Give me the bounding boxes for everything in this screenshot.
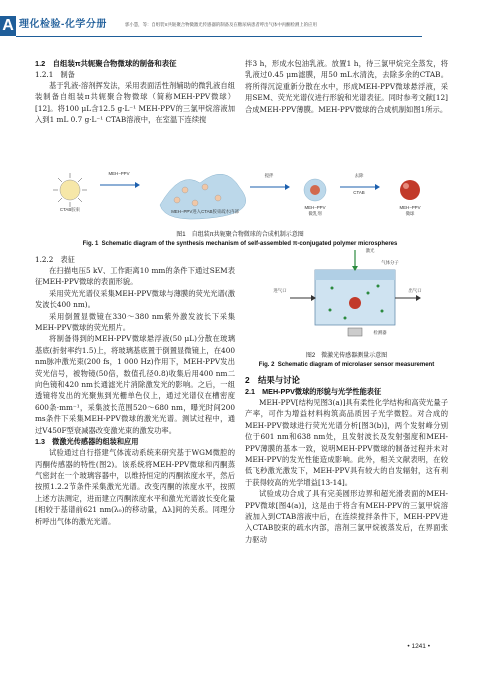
label-ctab-top: CTAB — [353, 190, 365, 195]
label-detector: 检测器 — [373, 330, 387, 335]
figure-2-caption-en — [245, 361, 448, 370]
section-1-2-2-heading: 1.2.2 表征 — [35, 255, 75, 264]
figure-1-caption-cn: 图1 自组装π共轭聚合物微球的合成机制示意图 — [176, 232, 304, 238]
section-1-3-heading: 1.3 微激光传感器的组装和应用 — [35, 437, 139, 447]
paragraph-char-3: 采用倒置显微镜在330～380 nm紫外激发波长下采集MEH-PPV微球的荧光照片。 — [35, 311, 235, 333]
label-outlet: 出气口 — [408, 288, 422, 293]
paragraph-results: MEH-PPV[结构见图3(a)]具有柔性化学结构和高荧光量子产率，可作为增益材料构筑高品质因子光学微腔。对合成的MEH-PPV微球进行荧光光谱分析[图3(b)]，两个发射峰分别位于601 nm和638 nm处，且发射波长及发射强度和MEH-PPV薄膜的基本一致，说明MEH-PPV微球的制备过程并未对MEH-PPV的发光性能造成影响。此外，相关文献表明，在较低飞秒激光激发下，MEH-PPV具有较大的自发辐射，这有利于获得较高的光学增益[13-14]。 — [245, 398, 448, 487]
figure-2-caption-en-text: Schematic diagram of microlaser sensor measurement — [277, 362, 435, 368]
section-1-2-heading: 1.2 自组装π共轭聚合物微球的制备和表征 — [35, 59, 177, 68]
label-microemulsion-1: MEH−PPV — [304, 205, 326, 210]
label-remove: 去除 — [354, 173, 364, 178]
paragraph-preparation: 基于乳液-溶剂挥发法，采用表面活性剂辅助的微乳液自组装制备自组装π共轭聚合物微球（简称MEH-PPV微球）[12]。将100 μL含12.5 g·L⁻¹ MEH-PPV的三氯甲烷溶液加入到1 mL 0.7 g·L⁻¹ CTAB溶液中，在室温下连续搅 — [35, 81, 235, 125]
paragraph-char-2: 采用荧光光谱仪采集MEH-PPV微球与薄膜的荧光光谱(激发波长400 nm)。 — [35, 288, 235, 310]
label-sphere-1: MEH−PPV — [399, 205, 421, 210]
left-column-bottom — [35, 254, 235, 527]
figure-1-diagram — [40, 165, 445, 230]
paragraph-char-4: 将制备得到的MEH-PPV微球悬浮液(50 μL)分散在玻璃基底(折射率约1.5)上，将玻璃基底置于倒置显微镜上，在400 nm脉冲激光束(200 fs，1 000 Hz)作用下，MEH-PPV发出荧光信号，被物镜(50倍，数值孔径0.8)收集后用400 nm二向色镜和420 nm长通滤光片消除激发光的影响。之后，一组透镜将发出的光聚焦到光栅单色仪上，通过光谱仪在槽密度600条·mm⁻¹，采集波长范围520～680 nm，曝光时间200 ms条件下采集MEH-PPV微球的激光光谱。测试过程中，通过V450F型衰减器改变激光束的激发功率。 — [35, 334, 235, 435]
label-inlet: 进气口 — [273, 288, 287, 293]
label-laser: 激光 — [365, 248, 375, 253]
section-2-1-heading: 2.1 MEH-PPV微球的形貌与光学性能表征 — [245, 387, 382, 396]
figure-1-caption — [40, 231, 440, 249]
ctab-micelle-graphic — [53, 173, 87, 207]
microsphere-graphic — [400, 180, 420, 200]
figure-2-caption — [245, 352, 448, 370]
figure-2 — [260, 248, 435, 348]
paragraph-char-1: 在扫描电压5 kV、工作距离10 mm的条件下通过SEM表征MEH-PPV微球的表面形貌。 — [35, 266, 235, 287]
label-microemulsion-2: 微乳剂 — [308, 211, 322, 216]
journal-logo: A — [0, 16, 16, 36]
left-column-top — [35, 58, 235, 126]
paragraph-sem: 试验成功合成了具有完美圆形边界和超光滑表面的MEH-PPV微球[图4(a)]，这是由于将含有MEH-PPV的三氯甲烷溶液加入到CTAB溶液中后，在连续搅拌条件下，MEH-PPV进入CTAB胶束的疏水内部，溶剂三氯甲烷被蒸发后，在界面张力驱动 — [245, 489, 448, 544]
section-2-heading: 2 结果与讨论 — [245, 375, 300, 385]
label-meh-ppv: MEH−PPV — [108, 171, 130, 176]
figure-1-caption-en-text: Schematic diagram of the synthesis mechanism of self-assembled π-conjugated polymer microspheres — [101, 241, 398, 247]
figure-1-caption-en-label: Fig. 1 — [82, 241, 99, 247]
section-1-2-1-heading: 1.2.1 制备 — [35, 70, 75, 79]
figure-2-caption-en-label: Fig. 2 — [258, 362, 275, 368]
page-header — [0, 0, 480, 50]
paragraph-assembly: 试验通过自行搭建气体流动系统来研究基于WGM微腔的丙酮传感器的特性(图2)。该系统将MEH-PPV微球和丙酮蒸气密封在一个玻璃容器中，以维持恒定的丙酮浓度水平，然后按照1.2.2节条件采集激光光谱。改变丙酮的浓度水平，按照上述方法测定，进而建立丙酮浓度水平和激光光谱波长变化量[相较于基谱前621 nm(λ₀)的移动量，Δλ]间的关系。同理分析呼出气体的激光光谱。 — [35, 448, 235, 526]
paragraph-continuation: 拌3 h，形成水包油乳液。放置1 h，待三氯甲烷完全蒸发，将乳液过0.45 μm滤膜，用50 mL水清洗，去除多余的CTAB。将所得沉淀重新分散在水中，形成MEH-PPV微球悬浮液，采用SEM、荧光光谱仪进行形貌和光谱表征。同时参考文献[12]合成MEH-PPV薄膜。MEH-PPV微球的合成机制如图1所示。 — [245, 59, 448, 114]
page-number: • 1241 • — [407, 643, 430, 650]
right-column-top — [245, 58, 448, 115]
journal-title: 理化检验-化学分册 — [19, 19, 107, 30]
label-stir: 搅拌 — [264, 173, 274, 178]
figure-1 — [40, 165, 445, 230]
label-gas-molecule: 气体分子 — [381, 260, 399, 265]
header-rule — [16, 36, 422, 37]
label-solution: MEH−PPV进入CTAB胶束疏水内部 — [171, 209, 239, 214]
right-column-bottom — [245, 374, 448, 545]
microemulsion-graphic — [304, 179, 326, 201]
figure-2-caption-cn: 图2 微激光传感器测量示意图 — [305, 353, 388, 359]
label-ctab-micelle: CTAB胶束 — [59, 207, 81, 212]
label-sphere-2: 微球 — [405, 211, 415, 216]
running-title: 郭小慧，等：自组装π共轭聚合物微激光传感器的制备及在糖尿病患者呼出气体中丙酮检测上的应用 — [125, 22, 317, 27]
